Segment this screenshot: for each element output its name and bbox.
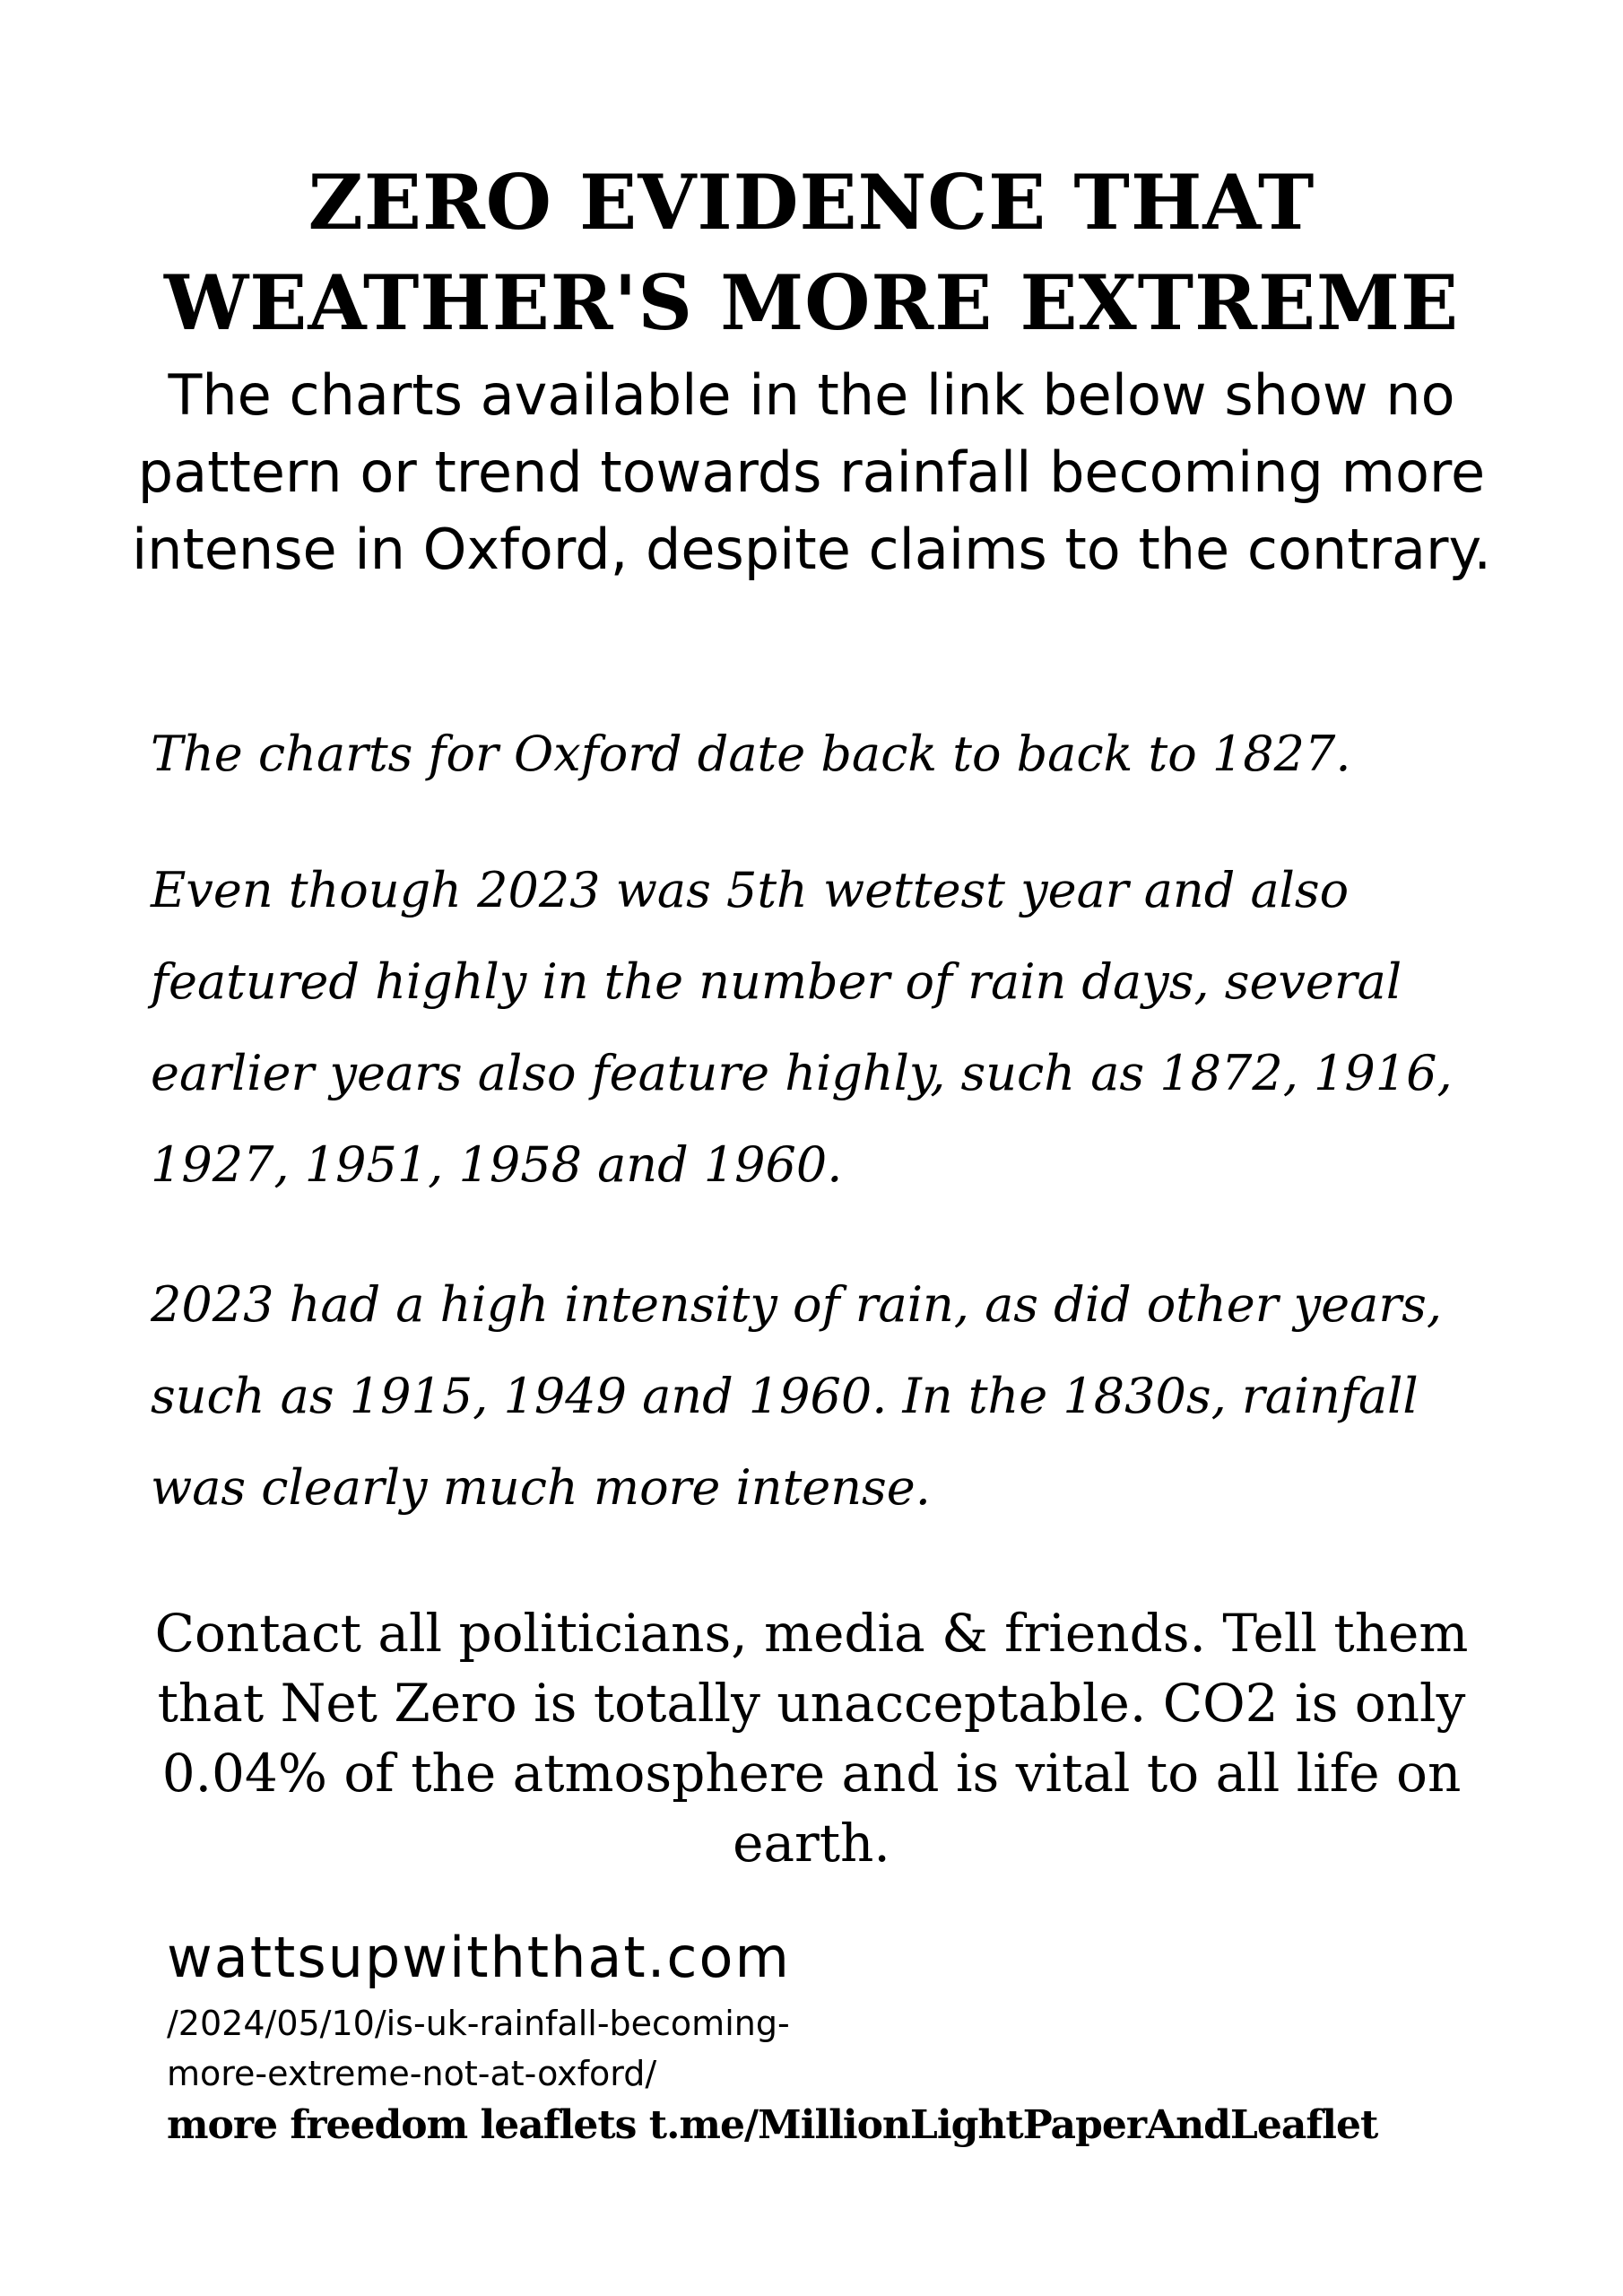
source-path-line-1: /2024/05/10/is-uk-rainfall-becoming-: [167, 2004, 790, 2043]
call-to-action: Contact all politicians, media & friends. Tell them that Net Zero is totally unacceptable. CO2 is only 0.04% of the atmosphere and is vital to all life on earth.: [154, 1603, 1469, 1874]
source-path-line-2: more-extreme-not-at-oxford/: [167, 2054, 657, 2093]
source-site: wattsupwiththat.com: [167, 1925, 791, 1990]
headline-line-1: ZERO EVIDENCE THAT: [308, 158, 1315, 247]
source-path: [167, 1998, 790, 2099]
footer-more-leaflets: more freedom leaflets t.me/MillionLightPaperAndLeaflet: [167, 2102, 1378, 2148]
paragraph-charts-date: The charts for Oxford date back to back to 1827.: [151, 726, 1351, 782]
headline-line-2: WEATHER'S MORE EXTREME: [163, 258, 1460, 347]
headline: [90, 152, 1533, 353]
intro-text: The charts available in the link below show no pattern or trend towards rainfall becoming more intense in Oxford, despite claims to the contrary.: [131, 362, 1492, 582]
paragraph-wettest-year: Even though 2023 was 5th wettest year and also featured highly in the number of rain days, several earlier years also feature highly, such as 1872, 1916, 1927, 1951, 1958 and 1960.: [151, 862, 1453, 1193]
paragraph-rain-intensity: 2023 had a high intensity of rain, as did other years, such as 1915, 1949 and 1960. In the 1830s, rainfall was clearly much more intense.: [151, 1276, 1443, 1516]
